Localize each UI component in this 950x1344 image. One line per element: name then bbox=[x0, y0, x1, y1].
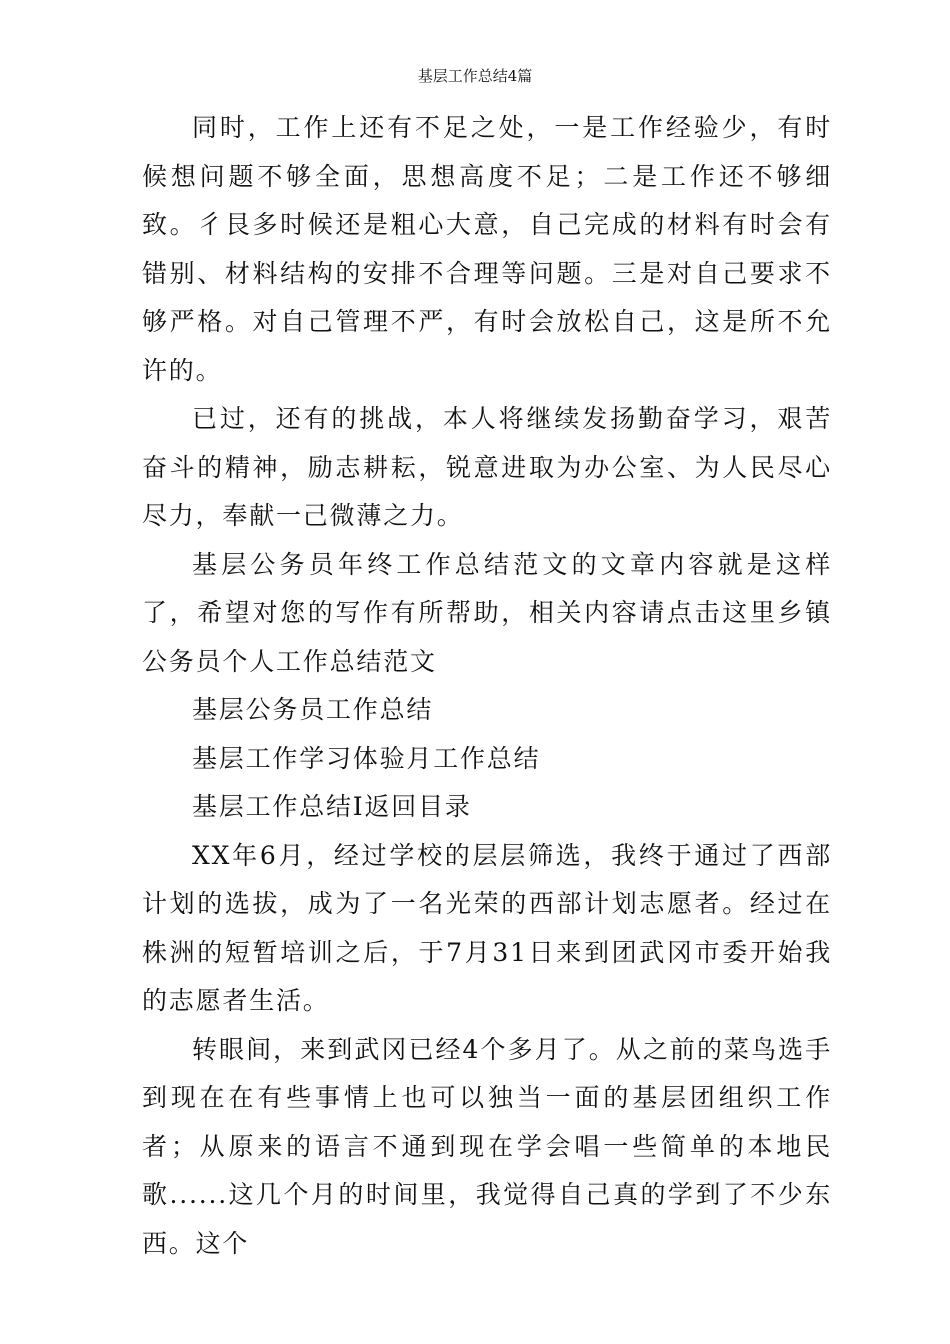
paragraph-volunteer-growth: 转眼间，来到武冈已经4个多月了。从之前的菜鸟选手到现在在有些事情上也可以独当一面的基层团组织工作者；从原来的语言不通到现在学会唱一些简单的本地民歌......这几个月的时间里，我觉得自己真的学到了不少东西。这个 bbox=[142, 1034, 832, 1258]
paragraph-challenges: 已过，还有的挑战，本人将继续发扬勤奋学习，艰苦奋斗的精神，励志耕耘，锐意进取为办公室、为人民尽心尽力，奉献一己微薄之力。 bbox=[142, 404, 832, 530]
paragraph-shortcomings: 同时，工作上还有不足之处，一是工作经验少，有时候想问题不够全面，思想高度不足；二是工作还不够细致。彳艮多时候还是粗心大意，自己完成的材料有时会有错别、材料结构的安排不合理等问题。三是对自己要求不够严格。对自己管理不严，有时会放松自己，这是所不允许的。 bbox=[142, 113, 832, 385]
related-link-study-month-summary[interactable]: 基层工作学习体验月工作总结 bbox=[192, 743, 541, 773]
related-link-back-to-toc[interactable]: 基层工作总结I返回目录 bbox=[192, 792, 472, 821]
paragraph-volunteer-intro: XX年6月，经过学校的层层筛选，我终于通过了西部计划的选拔，成为了一名光荣的西部计划志愿者。经过在株洲的短暂培训之后，于7月31日来到团武冈市委开始我的志愿者生活。 bbox=[142, 840, 832, 1015]
document-body bbox=[142, 104, 832, 1268]
paragraph-closing-note: 基层公务员年终工作总结范文的文章内容就是这样了，希望对您的写作有所帮助，相关内容请点击这里乡镇公务员个人工作总结范文 bbox=[142, 549, 832, 676]
related-link-civil-servant-summary[interactable]: 基层公务员工作总结 bbox=[192, 695, 434, 724]
page-header-title: 基层工作总结4篇 bbox=[417, 67, 533, 85]
